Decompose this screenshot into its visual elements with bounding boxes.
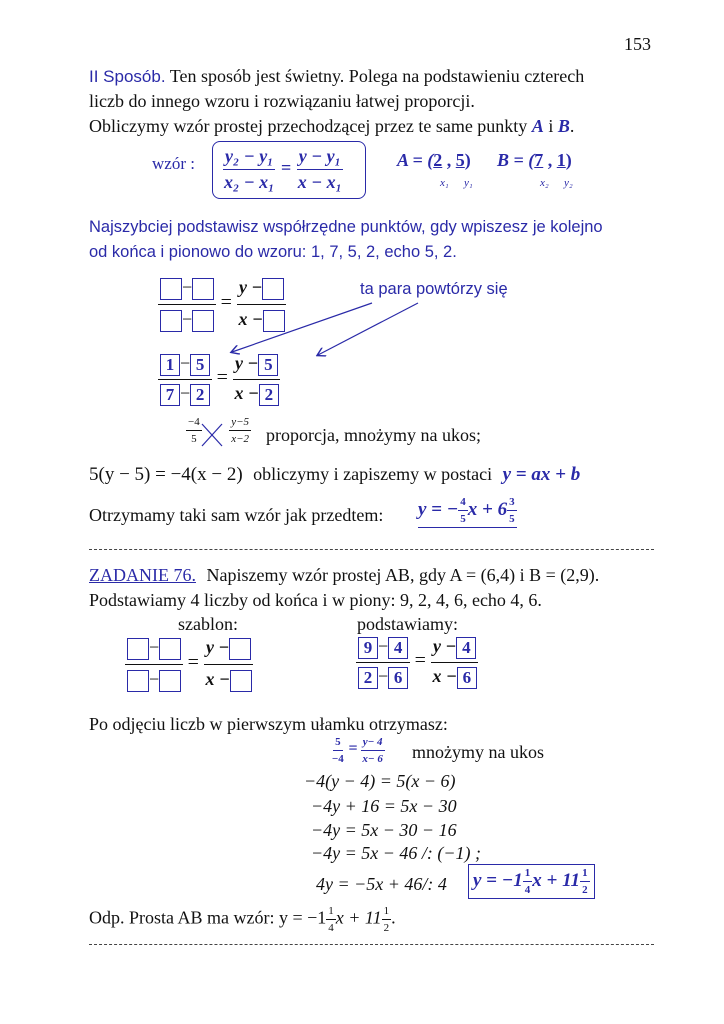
filled-fraction-2: $\frac{9 - 4}{2 - 6}$ = $\frac{y - 4}{x - 6}$ bbox=[356, 636, 479, 689]
steps-fraction: $\frac{5}{-4}$ = $\frac{y- 4}{x- 6}$ bbox=[332, 736, 383, 765]
equation1-lhs: 5(y − 5) = −4(x − 2) bbox=[89, 464, 243, 485]
point-a-prefix: A = ( bbox=[397, 150, 434, 170]
filled1-right-fraction: $\frac{y - 5}{x - 2}$ bbox=[232, 353, 280, 406]
step-1: −4(y − 4) = 5(x − 6) bbox=[304, 771, 456, 791]
step-2: −4y + 16 = 5x − 30 bbox=[311, 796, 457, 816]
steps-mult-text: mnożymy na ukos bbox=[412, 742, 544, 762]
point-a: A = (2 , 5) bbox=[397, 150, 471, 170]
step-3: −4y = 5x − 30 − 16 bbox=[311, 820, 457, 840]
point-b-prefix: B = ( bbox=[497, 150, 535, 170]
point-a-y-sub: y₁ bbox=[464, 177, 473, 189]
wzor-right-denominator: x − x₁ bbox=[297, 172, 342, 192]
sposob-title: II Sposób. bbox=[89, 67, 166, 86]
wzor-label: wzór : bbox=[152, 154, 195, 173]
wzor-left-numerator: y₂ − y₁ bbox=[223, 146, 275, 170]
step-5: 4y = −5x + 46/: 4 bbox=[316, 874, 447, 894]
empty-box bbox=[230, 670, 252, 692]
empty-box bbox=[127, 638, 149, 660]
sposob-line2: liczb do innego wzoru i rozwiązaniu łatwej proporcji. bbox=[89, 91, 475, 111]
wzor-left-denominator: x₂ − x₁ bbox=[224, 172, 275, 192]
divider-2 bbox=[89, 944, 654, 945]
repeat-note: ta para powtórzy się bbox=[360, 280, 508, 298]
point-a-x-sub: x₁ bbox=[440, 177, 449, 189]
page-number: 153 bbox=[624, 34, 651, 54]
tip-line1: Najszybciej podstawisz współrzędne punktów, gdy wpiszesz je kolejno bbox=[89, 218, 603, 236]
point-a-x: 2 bbox=[433, 150, 443, 170]
step-4: −4y = 5x − 46 /: (−1) ; bbox=[311, 843, 482, 863]
answer-text: Odp. Prosta AB ma wzór: y = −1 bbox=[89, 907, 327, 928]
point-b-y-sub: y₂ bbox=[564, 177, 573, 189]
point-a-label: A bbox=[531, 116, 544, 136]
empty-box bbox=[159, 670, 181, 692]
result1-formula: y = − $\frac{4}{5}$ x + 6 $\frac{3}{5}$ bbox=[418, 496, 517, 528]
point-b-x: 7 bbox=[534, 150, 544, 170]
result1-text: Otrzymamy taki sam wzór jak przedtem: bbox=[89, 505, 384, 525]
point-b: B = (7 , 1) bbox=[497, 150, 572, 170]
cross-fraction: $\frac{-4}{5}$ $\frac{y-5}{x-2}$ bbox=[188, 416, 250, 445]
cross-text: proporcja, mnożymy na ukos; bbox=[266, 425, 481, 445]
answer: Odp. Prosta AB ma wzór: y = −1 $\frac{1}{4}$ x + 11 $\frac{1}{2}$ . bbox=[89, 905, 396, 934]
steps-intro: Po odjęciu liczb w pierwszym ułamku otrzymasz: bbox=[89, 714, 448, 734]
empty-box bbox=[127, 670, 149, 692]
arrow-to-y bbox=[318, 303, 418, 355]
equation1-form: y = ax + b bbox=[502, 464, 581, 485]
podstawiamy-label: podstawiamy: bbox=[357, 614, 458, 634]
szablon-label: szablon: bbox=[178, 614, 238, 634]
template-fraction-2: $\frac{-}{-}$ = $\frac{y -}{x -}$ bbox=[125, 637, 254, 692]
tip-line2: od końca i pionowo do wzoru: 1, 7, 5, 2, echo 5, 2. bbox=[89, 243, 457, 261]
and-text: i bbox=[548, 116, 554, 136]
point-b-y: 1 bbox=[556, 150, 566, 170]
point-b-label: B bbox=[557, 116, 570, 136]
zadanie-text: Napiszemy wzór prostej AB, gdy A = (6,4) i B = (2,9). bbox=[206, 565, 600, 585]
template-equals: = bbox=[220, 291, 232, 314]
filled1-left-fraction: $\frac{1 - 5}{7 - 2}$ bbox=[158, 353, 212, 406]
point-a-y: 5 bbox=[455, 150, 465, 170]
sposob-line3-text: Obliczymy wzór prostej przechodzącej przez te same punkty bbox=[89, 116, 528, 136]
empty-box bbox=[159, 638, 181, 660]
cross-icon bbox=[200, 420, 226, 450]
point-b-x-sub: x₂ bbox=[540, 177, 549, 189]
divider-1 bbox=[89, 549, 654, 550]
arrow-to-5 bbox=[232, 303, 372, 352]
filled1-equals: = bbox=[216, 366, 228, 389]
equation1-text: obliczymy i zapiszemy w postaci bbox=[253, 464, 493, 484]
boxed-result: y = −1 $\frac{1}{4}$ x + 11 $\frac{1}{2}$ bbox=[468, 864, 595, 899]
zadanie-line2: Podstawiamy 4 liczby od końca i w piony: 9, 2, 4, 6, echo 4, 6. bbox=[89, 590, 542, 610]
wzor-equals: = bbox=[280, 157, 292, 178]
wzor-right-numerator: y − y₁ bbox=[297, 146, 343, 170]
filled-fraction-1 bbox=[158, 353, 281, 406]
empty-box bbox=[229, 638, 251, 660]
period: . bbox=[569, 116, 575, 136]
zadanie-line1 bbox=[89, 565, 599, 586]
zadanie-title: ZADANIE 76. bbox=[89, 565, 196, 585]
template-left-fraction: $\frac{-}{-}$ bbox=[158, 277, 216, 332]
template-right-fraction: $\frac{y -}{x -}$ bbox=[236, 277, 286, 332]
sposob-line1: Ten sposób jest świetny. Polega na podstawieniu czterech bbox=[169, 66, 585, 86]
equation1 bbox=[89, 464, 580, 486]
